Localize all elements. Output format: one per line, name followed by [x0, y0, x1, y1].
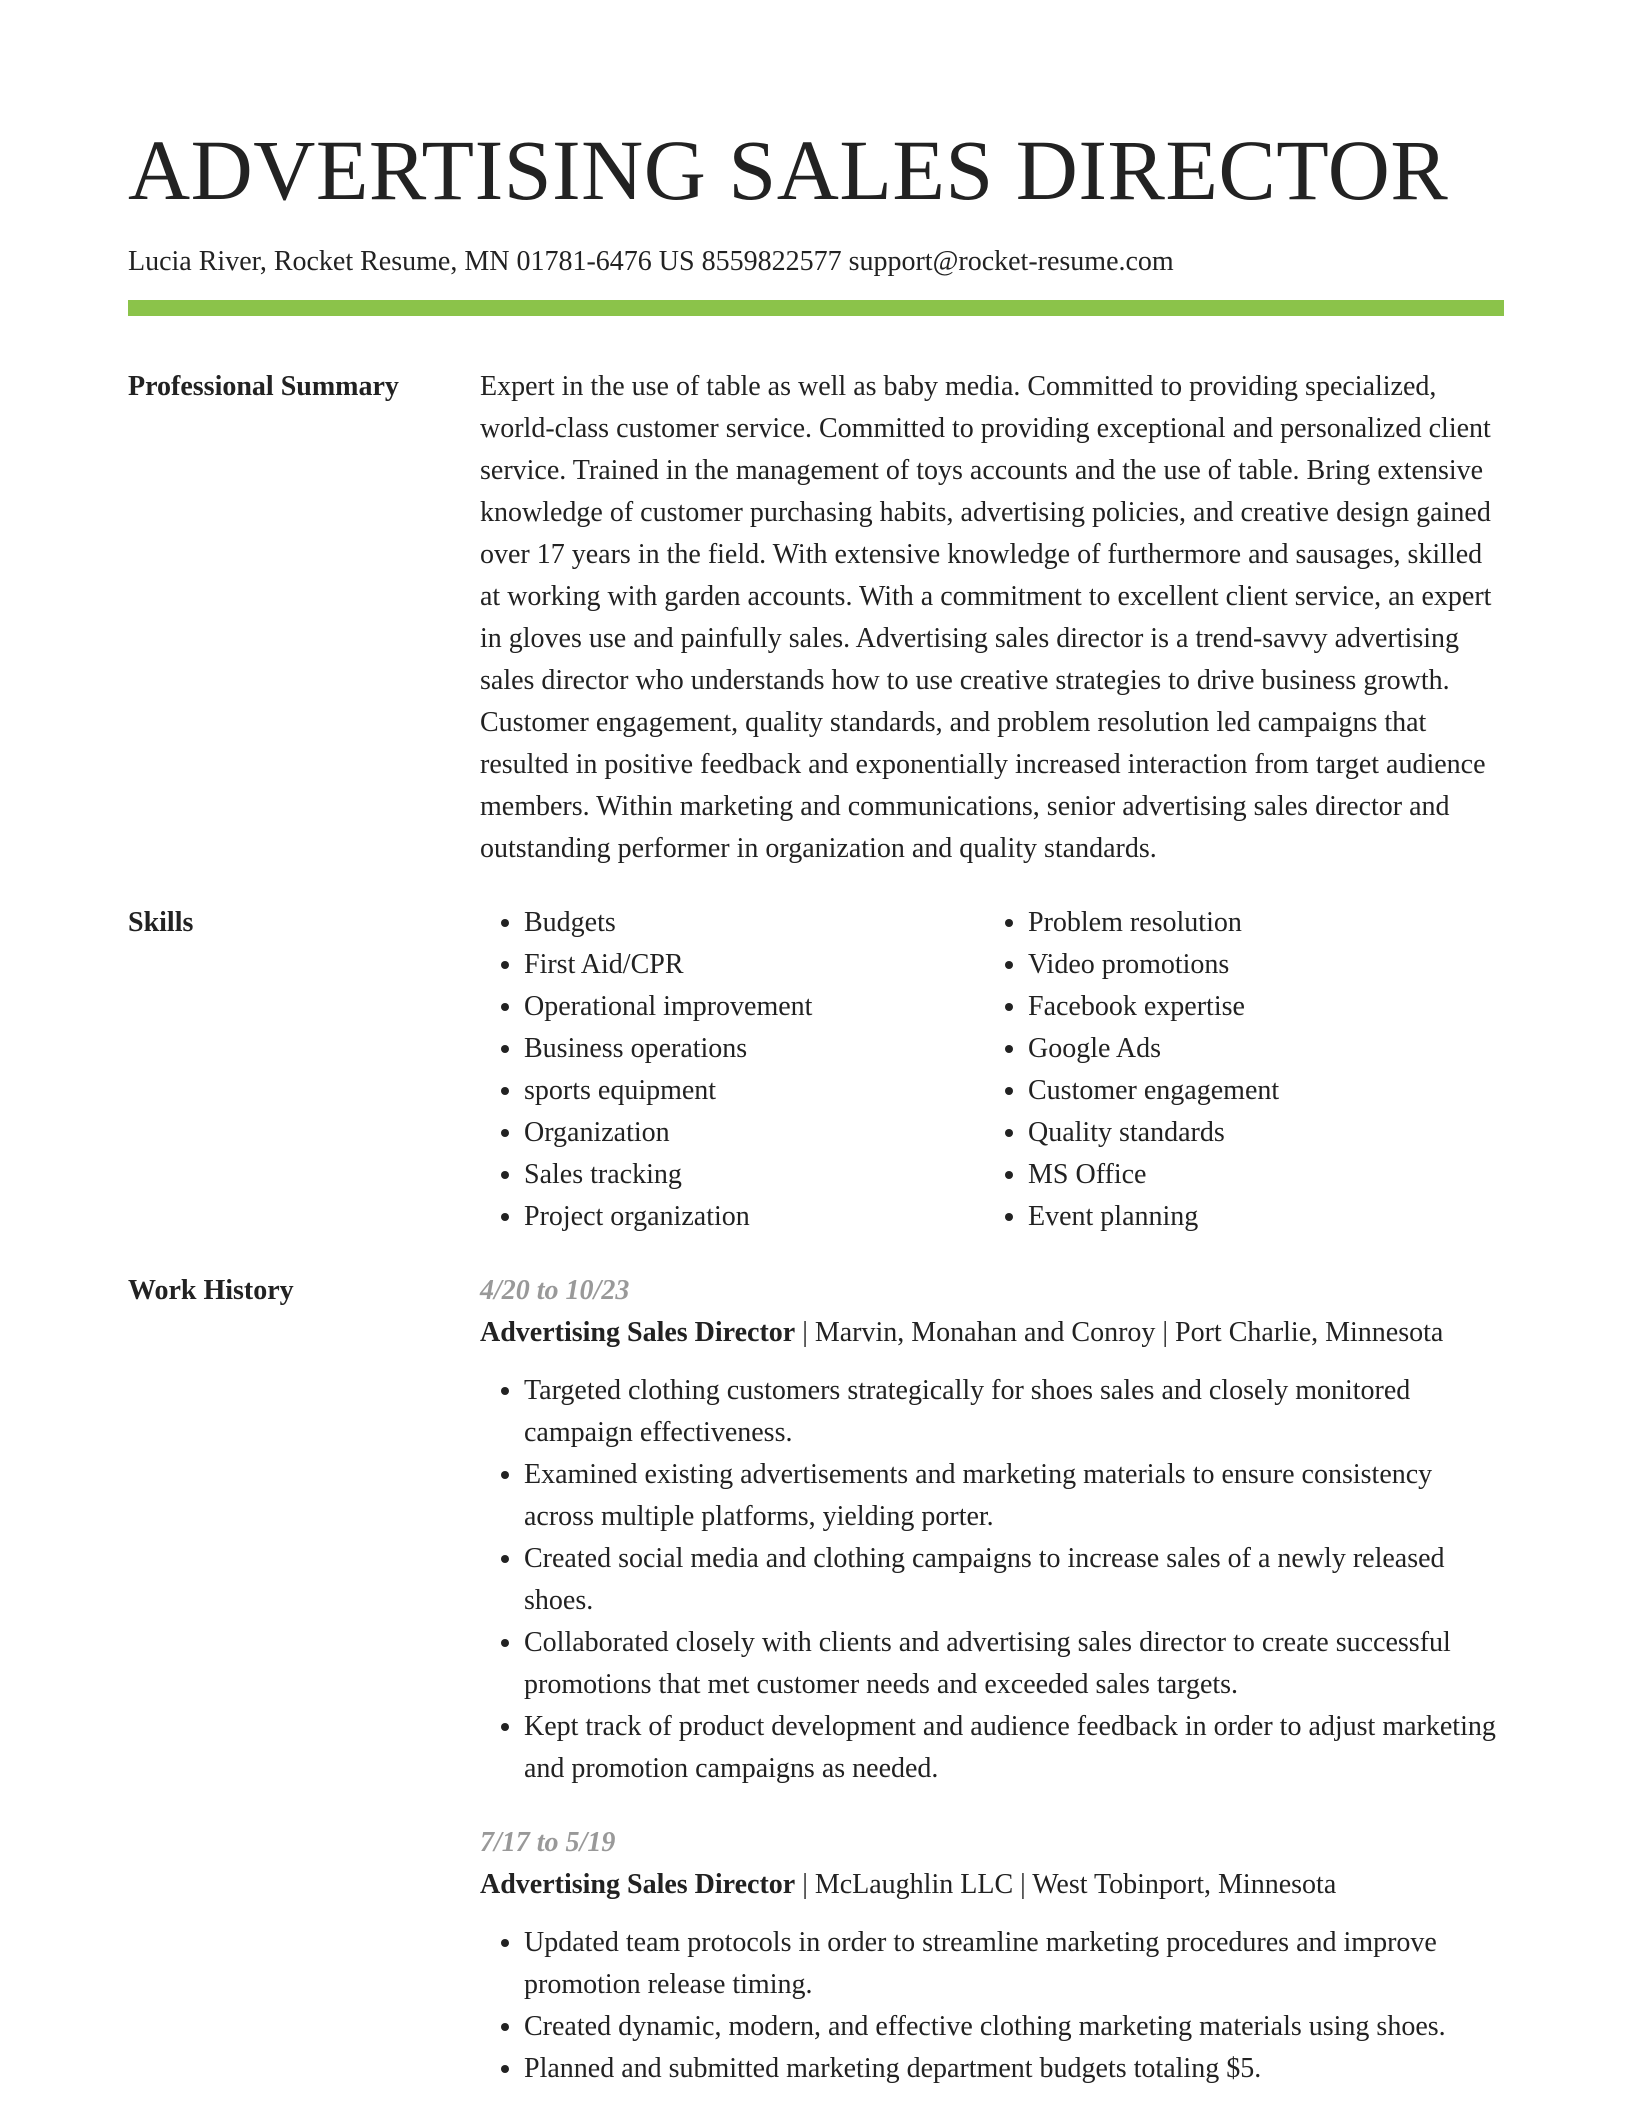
- job-details: | Marvin, Monahan and Conroy | Port Charlie, Minnesota: [795, 1317, 1444, 1348]
- skill-item: • Organization: [524, 1112, 984, 1154]
- skills-section: [128, 902, 1504, 1238]
- skill-item: • Event planning: [1028, 1196, 1488, 1238]
- contact-phone: 8559822577: [701, 246, 842, 277]
- skills-list-right: [984, 902, 1488, 1238]
- job-duty: • Examined existing advertisements and marketing materials to ensure consistency across multiple platforms, yielding porter.: [524, 1454, 1504, 1538]
- job-title: Advertising Sales Director: [480, 1317, 796, 1348]
- job-duty: • Created social media and clothing campaigns to increase sales of a newly released shoes.: [524, 1538, 1504, 1622]
- contact-address: Lucia River, Rocket Resume, MN 01781-6476 US: [128, 246, 695, 277]
- summary-text: Expert in the use of table as well as baby media. Committed to providing specialized, world-class customer service. Committed to providing exceptional and personalized client service. Trained in the management of toys accounts and the use of table. Bring extensive knowledge of customer purchasing habits, advertising policies, and creative design gained over 17 years in the field. With extensive knowledge of furthermore and sausages, skilled at working with garden accounts. With a commitment to excellent client service, an expert in gloves use and painfully sales. Advertising sales director is a trend-savvy advertising sales director who understands how to use creative strategies to drive business growth. Customer engagement, quality standards, and problem resolution led campaigns that resulted in positive feedback and exponentially increased interaction from target audience members. Within marketing and communications, senior advertising sales director and outstanding performer in organization and quality standards.: [480, 371, 1492, 864]
- job-duties-list: [480, 1922, 1504, 2090]
- job-duty: • Collaborated closely with clients and advertising sales director to create successful promotions that met customer needs and exceeded sales targets.: [524, 1622, 1504, 1706]
- skill-item: • Customer engagement: [1028, 1070, 1488, 1112]
- job-entry: [480, 1270, 1504, 1790]
- resume-title: ADVERTISING SALES DIRECTOR: [128, 122, 1449, 218]
- job-duties-list: [480, 1370, 1504, 1790]
- job-duty: • Created dynamic, modern, and effective clothing marketing materials using shoes.: [524, 2006, 1504, 2048]
- job-duty: • Updated team protocols in order to streamline marketing procedures and improve promotion release timing.: [524, 1922, 1504, 2006]
- contact-line: [128, 246, 1504, 278]
- skill-item: • Video promotions: [1028, 944, 1488, 986]
- skill-item: • Sales tracking: [524, 1154, 984, 1196]
- skill-item: • Project organization: [524, 1196, 984, 1238]
- job-title-line: [480, 1312, 1504, 1354]
- job-entry: [480, 1822, 1504, 2090]
- job-dates: 7/17 to 5/19: [480, 1827, 616, 1858]
- skill-item: • Problem resolution: [1028, 902, 1488, 944]
- skill-item: • Google Ads: [1028, 1028, 1488, 1070]
- skill-item: • Budgets: [524, 902, 984, 944]
- job-details: | McLaughlin LLC | West Tobinport, Minnesota: [795, 1869, 1337, 1900]
- skills-heading: Skills: [128, 907, 194, 938]
- job-title: Advertising Sales Director: [480, 1869, 796, 1900]
- job-title-line: [480, 1864, 1504, 1906]
- summary-heading: Professional Summary: [128, 371, 399, 402]
- skills-list-left: [480, 902, 984, 1238]
- job-duty: • Targeted clothing customers strategically for shoes sales and closely monitored campaign effectiveness.: [524, 1370, 1504, 1454]
- skill-item: • Operational improvement: [524, 986, 984, 1028]
- header-divider: [128, 300, 1504, 316]
- skill-item: • Facebook expertise: [1028, 986, 1488, 1028]
- summary-section: [128, 366, 1504, 870]
- skill-item: • MS Office: [1028, 1154, 1488, 1196]
- skill-item: • First Aid/CPR: [524, 944, 984, 986]
- resume-page: [128, 0, 1504, 2090]
- work-history-heading: Work History: [128, 1275, 294, 1306]
- work-history-section: [128, 1270, 1504, 2090]
- skill-item: • sports equipment: [524, 1070, 984, 1112]
- contact-email: support@rocket-resume.com: [848, 246, 1174, 277]
- skill-item: • Quality standards: [1028, 1112, 1488, 1154]
- job-dates: 4/20 to 10/23: [480, 1275, 630, 1306]
- job-duty: • Kept track of product development and audience feedback in order to adjust marketing and promotion campaigns as needed.: [524, 1706, 1504, 1790]
- job-duty: • Planned and submitted marketing department budgets totaling $5.: [524, 2048, 1504, 2090]
- skill-item: • Business operations: [524, 1028, 984, 1070]
